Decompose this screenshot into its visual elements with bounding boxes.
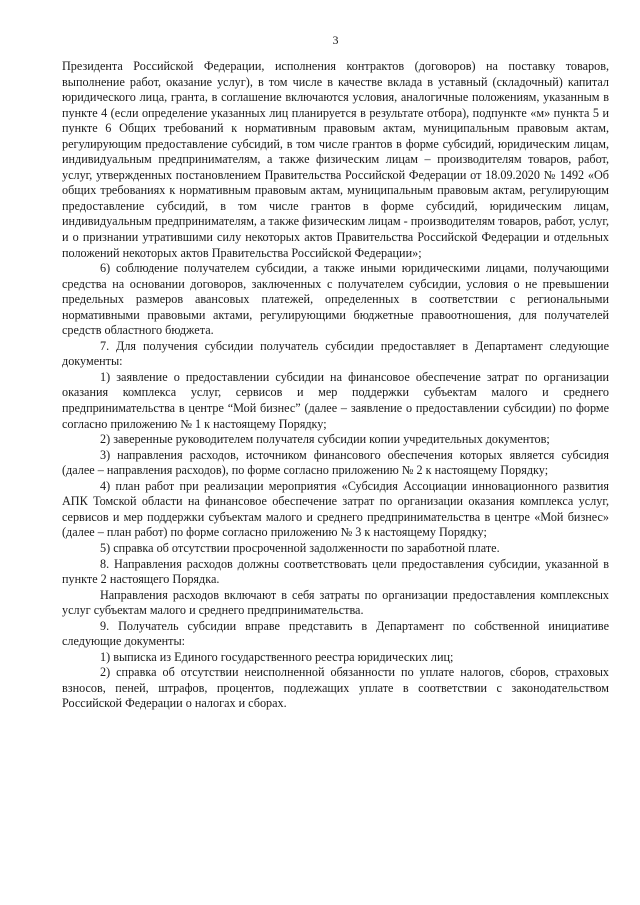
paragraph: 2) заверенные руководителем получателя субсидии копии учредительных документов;	[100, 432, 550, 447]
paragraph: 1) заявление о предоставлении субсидии на финансовое обеспечение затрат по организации оказания комплекса услуг, сервисов и мер поддержки субъектам малого и среднего предпринимательства в центре “Мой бизнес” (далее – заявление о предоставлении субсидии) по форме согласно приложению № 1 к настоящему Порядку;	[62, 369, 609, 431]
paragraph: 7. Для получения субсидии получатель субсидии предоставляет в Департамент следующие документы:	[62, 338, 609, 369]
paragraph: 2) справка об отсутствии неисполненной обязанности по уплате налогов, сборов, страховых взносов, пеней, штрафов, процентов, подлежащих уплате в соответствии с законодательством Российской Федерации о налогах и сборах.	[62, 665, 609, 711]
page-number: 3	[332, 33, 339, 47]
paragraph: 6) соблюдение получателем субсидии, а также иными юридическими лицами, получающими средства на основании договоров, заключенных с получателем субсидии, условия о не превышении предельных размеров авансовых платежей, определенных в соответствии с региональными нормативными правовыми актами, регулирующими бюджетные правоотношения, для получателей средств областного бюджета.	[62, 261, 609, 338]
paragraph: 1) выписка из Единого государственного реестра юридических лиц;	[100, 649, 454, 664]
paragraph: 3) направления расходов, источником финансового обеспечения которых является субсидия (далее – направления расходов), по форме согласно приложению № 2 к настоящему Порядку;	[62, 447, 609, 478]
document-body	[62, 59, 609, 712]
paragraph: 5) справка об отсутствии просроченной задолженности по заработной плате.	[100, 540, 500, 555]
paragraph: Президента Российской Федерации, исполнения контрактов (договоров) на поставку товаров, выполнение работ, оказание услуг), в том числе в качестве вклада в уставный (складочный) капитал юридического лица, гранта, в соглашение включаются условия, аналогичные положениям, указанным в пункте 4 (если определение указанных лиц планируется в результате отбора), подпункте «м» пункта 5 и пункте 6 Общих требований к нормативным правовым актам, муниципальным правовым актам, регулирующим предоставление субсидий, в том числе грантов в форме субсидий, юридическим лицам, индивидуальным предпринимателям, а также физическим лицам – производителям товаров, работ, услуг, утвержденных постановлением Правительства Российской Федерации от 18.09.2020 № 1492 «Об общих требованиях к нормативным правовым актам, муниципальным правовым актам, регулирующим предоставление субсидий, в том числе грантов в форме субсидий, юридическим лицам, индивидуальным предпринимателям, а также физическим лицам - производителям товаров, работ, услуг, и о признании утратившими силу некоторых актов Правительства Российской Федерации и отдельных положений некоторых актов Правительства Российской Федерации»;	[62, 59, 609, 260]
paragraph: 4) план работ при реализации мероприятия «Субсидия Ассоциации инновационного развития АПК Томской области на финансовое обеспечение затрат по организации оказания комплекса услуг, сервисов и мер поддержки субъектам малого и среднего предпринимательства в центре «Мой бизнес» (далее – план работ) по форме согласно приложению № 3 к настоящему Порядку;	[62, 478, 609, 540]
paragraph: 8. Направления расходов должны соответствовать цели предоставления субсидии, указанной в пункте 2 настоящего Порядка.	[62, 556, 609, 587]
paragraph: 9. Получатель субсидии вправе представить в Департамент по собственной инициативе следующие документы:	[62, 618, 609, 649]
paragraph: Направления расходов включают в себя затраты по организации предоставления комплексных услуг субъектам малого и среднего предпринимательства.	[62, 587, 609, 618]
